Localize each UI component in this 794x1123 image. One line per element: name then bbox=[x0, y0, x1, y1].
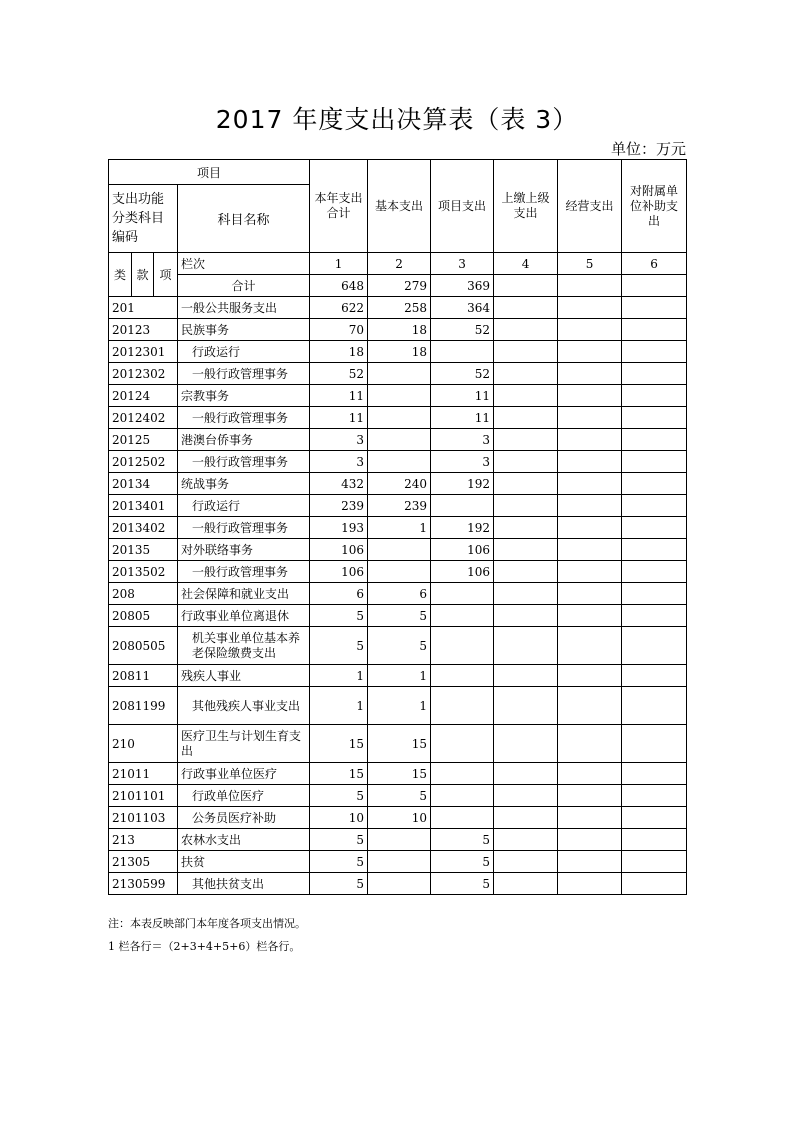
header-xiang: 项 bbox=[154, 253, 178, 297]
row-v5 bbox=[558, 429, 622, 451]
row-v3 bbox=[431, 495, 494, 517]
row-v3: 52 bbox=[431, 363, 494, 385]
row-v5 bbox=[558, 451, 622, 473]
header-lanci: 栏次 bbox=[178, 253, 310, 275]
row-v1: 5 bbox=[310, 873, 368, 895]
row-v3: 11 bbox=[431, 407, 494, 429]
table-row bbox=[109, 473, 687, 495]
row-v2: 258 bbox=[368, 297, 431, 319]
row-v4 bbox=[494, 605, 558, 627]
row-name: 统战事务 bbox=[178, 473, 310, 495]
row-v4 bbox=[494, 829, 558, 851]
table-row bbox=[109, 385, 687, 407]
row-name: 一般行政管理事务 bbox=[178, 517, 310, 539]
row-v2: 5 bbox=[368, 627, 431, 665]
header-col-5: 经营支出 bbox=[558, 160, 622, 253]
row-v5 bbox=[558, 665, 622, 687]
row-v4 bbox=[494, 725, 558, 763]
row-code: 210 bbox=[109, 725, 178, 763]
row-v5 bbox=[558, 539, 622, 561]
row-v4 bbox=[494, 341, 558, 363]
col-num-2: 2 bbox=[368, 253, 431, 275]
row-name: 民族事务 bbox=[178, 319, 310, 341]
row-v5 bbox=[558, 583, 622, 605]
row-name: 医疗卫生与计划生育支出 bbox=[178, 725, 310, 763]
row-v2 bbox=[368, 539, 431, 561]
row-v4 bbox=[494, 583, 558, 605]
row-v1: 239 bbox=[310, 495, 368, 517]
row-v3: 5 bbox=[431, 851, 494, 873]
row-code: 20811 bbox=[109, 665, 178, 687]
row-v5 bbox=[558, 627, 622, 665]
row-v1: 5 bbox=[310, 829, 368, 851]
row-name: 行政运行 bbox=[178, 341, 310, 363]
row-v2 bbox=[368, 451, 431, 473]
row-code: 213 bbox=[109, 829, 178, 851]
row-v3 bbox=[431, 687, 494, 725]
row-v6 bbox=[622, 605, 687, 627]
page-title: 2017 年度支出决算表（表 3） bbox=[215, 105, 579, 134]
row-v5 bbox=[558, 407, 622, 429]
row-v3: 106 bbox=[431, 539, 494, 561]
row-v1: 6 bbox=[310, 583, 368, 605]
header-col-6: 对附属单位补助支出 bbox=[622, 160, 687, 253]
row-v3 bbox=[431, 605, 494, 627]
row-v6 bbox=[622, 473, 687, 495]
row-v3: 5 bbox=[431, 829, 494, 851]
row-v3 bbox=[431, 665, 494, 687]
row-v4 bbox=[494, 473, 558, 495]
total-v1: 648 bbox=[310, 275, 368, 297]
row-v4 bbox=[494, 627, 558, 665]
row-code: 20805 bbox=[109, 605, 178, 627]
row-code: 20135 bbox=[109, 539, 178, 561]
table-row bbox=[109, 495, 687, 517]
row-name: 扶贫 bbox=[178, 851, 310, 873]
header-col-2: 基本支出 bbox=[368, 160, 431, 253]
row-name: 行政事业单位离退休 bbox=[178, 605, 310, 627]
row-v2: 18 bbox=[368, 319, 431, 341]
row-v6 bbox=[622, 829, 687, 851]
row-code: 20125 bbox=[109, 429, 178, 451]
table-row bbox=[109, 873, 687, 895]
row-v1: 3 bbox=[310, 429, 368, 451]
row-name: 行政单位医疗 bbox=[178, 785, 310, 807]
col-num-4: 4 bbox=[494, 253, 558, 275]
row-v5 bbox=[558, 851, 622, 873]
table-row bbox=[109, 605, 687, 627]
row-v1: 70 bbox=[310, 319, 368, 341]
row-code: 21011 bbox=[109, 763, 178, 785]
row-v3: 192 bbox=[431, 473, 494, 495]
unit-label: 单位：万元 bbox=[610, 140, 686, 158]
row-v4 bbox=[494, 385, 558, 407]
row-v6 bbox=[622, 873, 687, 895]
row-code: 2013502 bbox=[109, 561, 178, 583]
row-name: 社会保障和就业支出 bbox=[178, 583, 310, 605]
note-1: 注：本表反映部门本年度各项支出情况。 bbox=[108, 917, 306, 930]
row-name: 其他扶贫支出 bbox=[178, 873, 310, 895]
row-v3 bbox=[431, 763, 494, 785]
header-name: 科目名称 bbox=[178, 185, 310, 253]
row-v6 bbox=[622, 725, 687, 763]
row-v3 bbox=[431, 627, 494, 665]
row-name: 一般公共服务支出 bbox=[178, 297, 310, 319]
row-v4 bbox=[494, 297, 558, 319]
row-name: 宗教事务 bbox=[178, 385, 310, 407]
row-v3 bbox=[431, 807, 494, 829]
row-code: 2080505 bbox=[109, 627, 178, 665]
row-code: 20123 bbox=[109, 319, 178, 341]
table-row bbox=[109, 297, 687, 319]
row-v5 bbox=[558, 473, 622, 495]
row-v6 bbox=[622, 341, 687, 363]
table-row bbox=[109, 319, 687, 341]
row-v1: 52 bbox=[310, 363, 368, 385]
row-v4 bbox=[494, 319, 558, 341]
row-v2 bbox=[368, 429, 431, 451]
row-v2: 15 bbox=[368, 763, 431, 785]
row-name: 机关事业单位基本养老保险缴费支出 bbox=[178, 627, 310, 665]
row-v4 bbox=[494, 665, 558, 687]
row-v1: 5 bbox=[310, 785, 368, 807]
row-v5 bbox=[558, 297, 622, 319]
row-v6 bbox=[622, 517, 687, 539]
row-v3 bbox=[431, 785, 494, 807]
total-v6 bbox=[622, 275, 687, 297]
row-name: 一般行政管理事务 bbox=[178, 407, 310, 429]
col-num-6: 6 bbox=[622, 253, 687, 275]
row-v6 bbox=[622, 583, 687, 605]
row-v4 bbox=[494, 495, 558, 517]
total-v4 bbox=[494, 275, 558, 297]
row-v1: 622 bbox=[310, 297, 368, 319]
table-row bbox=[109, 363, 687, 385]
table-row bbox=[109, 851, 687, 873]
row-v6 bbox=[622, 385, 687, 407]
row-v2: 1 bbox=[368, 687, 431, 725]
row-v4 bbox=[494, 407, 558, 429]
row-v5 bbox=[558, 807, 622, 829]
row-v6 bbox=[622, 407, 687, 429]
row-v2: 239 bbox=[368, 495, 431, 517]
row-v4 bbox=[494, 517, 558, 539]
row-v4 bbox=[494, 429, 558, 451]
header-col-3: 项目支出 bbox=[431, 160, 494, 253]
total-label: 合计 bbox=[178, 275, 310, 297]
row-v1: 15 bbox=[310, 763, 368, 785]
row-v1: 11 bbox=[310, 385, 368, 407]
row-v6 bbox=[622, 785, 687, 807]
row-v5 bbox=[558, 605, 622, 627]
header-code: 支出功能分类科目编码 bbox=[109, 185, 178, 253]
row-v2 bbox=[368, 851, 431, 873]
row-code: 208 bbox=[109, 583, 178, 605]
row-v2: 5 bbox=[368, 605, 431, 627]
row-v5 bbox=[558, 495, 622, 517]
row-code: 20124 bbox=[109, 385, 178, 407]
row-v2: 5 bbox=[368, 785, 431, 807]
row-v6 bbox=[622, 297, 687, 319]
row-v3: 192 bbox=[431, 517, 494, 539]
row-v3: 3 bbox=[431, 451, 494, 473]
row-v5 bbox=[558, 385, 622, 407]
row-v1: 11 bbox=[310, 407, 368, 429]
row-v4 bbox=[494, 785, 558, 807]
row-v6 bbox=[622, 687, 687, 725]
col-num-5: 5 bbox=[558, 253, 622, 275]
row-v1: 15 bbox=[310, 725, 368, 763]
row-v5 bbox=[558, 517, 622, 539]
row-v1: 5 bbox=[310, 605, 368, 627]
row-code: 20134 bbox=[109, 473, 178, 495]
header-col-4: 上缴上级支出 bbox=[494, 160, 558, 253]
col-num-1: 1 bbox=[310, 253, 368, 275]
header-kuan: 款 bbox=[132, 253, 154, 297]
row-v4 bbox=[494, 851, 558, 873]
table-row bbox=[109, 429, 687, 451]
note-2: 1 栏各行＝（2+3+4+5+6）栏各行。 bbox=[108, 940, 301, 953]
row-v6 bbox=[622, 429, 687, 451]
table-row bbox=[109, 627, 687, 665]
table-row bbox=[109, 687, 687, 725]
row-v2 bbox=[368, 385, 431, 407]
row-v5 bbox=[558, 363, 622, 385]
row-v5 bbox=[558, 561, 622, 583]
row-v5 bbox=[558, 873, 622, 895]
row-v3 bbox=[431, 583, 494, 605]
row-code: 2013402 bbox=[109, 517, 178, 539]
table-row bbox=[109, 561, 687, 583]
row-v1: 1 bbox=[310, 665, 368, 687]
total-v5 bbox=[558, 275, 622, 297]
total-v3: 369 bbox=[431, 275, 494, 297]
row-v2 bbox=[368, 561, 431, 583]
row-v5 bbox=[558, 341, 622, 363]
table-row bbox=[109, 451, 687, 473]
row-v2: 6 bbox=[368, 583, 431, 605]
row-v6 bbox=[622, 363, 687, 385]
row-v3: 3 bbox=[431, 429, 494, 451]
expenditure-table bbox=[108, 159, 687, 895]
row-v5 bbox=[558, 785, 622, 807]
row-name: 残疾人事业 bbox=[178, 665, 310, 687]
row-v1: 3 bbox=[310, 451, 368, 473]
row-v3: 106 bbox=[431, 561, 494, 583]
row-v4 bbox=[494, 873, 558, 895]
row-v1: 5 bbox=[310, 627, 368, 665]
row-v4 bbox=[494, 807, 558, 829]
row-v2 bbox=[368, 363, 431, 385]
row-name: 行政事业单位医疗 bbox=[178, 763, 310, 785]
table-row bbox=[109, 583, 687, 605]
row-code: 201 bbox=[109, 297, 178, 319]
row-code: 2130599 bbox=[109, 873, 178, 895]
total-v2: 279 bbox=[368, 275, 431, 297]
row-v6 bbox=[622, 495, 687, 517]
row-v1: 18 bbox=[310, 341, 368, 363]
row-name: 农林水支出 bbox=[178, 829, 310, 851]
row-v5 bbox=[558, 319, 622, 341]
header-item: 项目 bbox=[109, 160, 310, 185]
row-v5 bbox=[558, 829, 622, 851]
row-v3: 11 bbox=[431, 385, 494, 407]
row-v3: 5 bbox=[431, 873, 494, 895]
row-v4 bbox=[494, 539, 558, 561]
row-name: 行政运行 bbox=[178, 495, 310, 517]
row-v4 bbox=[494, 451, 558, 473]
row-v2 bbox=[368, 873, 431, 895]
row-v2: 18 bbox=[368, 341, 431, 363]
header-col-1: 本年支出合计 bbox=[310, 160, 368, 253]
row-v4 bbox=[494, 763, 558, 785]
row-v1: 432 bbox=[310, 473, 368, 495]
row-v2: 15 bbox=[368, 725, 431, 763]
row-v4 bbox=[494, 363, 558, 385]
table-row bbox=[109, 785, 687, 807]
row-v2: 10 bbox=[368, 807, 431, 829]
row-code: 2012302 bbox=[109, 363, 178, 385]
row-name: 港澳台侨事务 bbox=[178, 429, 310, 451]
row-v3: 52 bbox=[431, 319, 494, 341]
row-code: 2081199 bbox=[109, 687, 178, 725]
row-code: 2012502 bbox=[109, 451, 178, 473]
row-v6 bbox=[622, 763, 687, 785]
row-name: 其他残疾人事业支出 bbox=[178, 687, 310, 725]
row-v3 bbox=[431, 725, 494, 763]
table-row bbox=[109, 829, 687, 851]
row-v1: 106 bbox=[310, 539, 368, 561]
row-name: 一般行政管理事务 bbox=[178, 363, 310, 385]
row-v6 bbox=[622, 851, 687, 873]
table-row bbox=[109, 807, 687, 829]
row-v6 bbox=[622, 627, 687, 665]
row-v1: 1 bbox=[310, 687, 368, 725]
table-row bbox=[109, 407, 687, 429]
row-v6 bbox=[622, 319, 687, 341]
row-v5 bbox=[558, 763, 622, 785]
row-v4 bbox=[494, 561, 558, 583]
row-v2: 1 bbox=[368, 517, 431, 539]
row-name: 一般行政管理事务 bbox=[178, 451, 310, 473]
row-code: 2101101 bbox=[109, 785, 178, 807]
row-v1: 106 bbox=[310, 561, 368, 583]
row-name: 一般行政管理事务 bbox=[178, 561, 310, 583]
row-v2 bbox=[368, 407, 431, 429]
row-v1: 5 bbox=[310, 851, 368, 873]
row-v3: 364 bbox=[431, 297, 494, 319]
row-v6 bbox=[622, 807, 687, 829]
row-v2 bbox=[368, 829, 431, 851]
row-v1: 193 bbox=[310, 517, 368, 539]
table-row bbox=[109, 763, 687, 785]
row-name: 公务员医疗补助 bbox=[178, 807, 310, 829]
row-code: 2101103 bbox=[109, 807, 178, 829]
total-row bbox=[109, 275, 687, 297]
row-code: 21305 bbox=[109, 851, 178, 873]
row-v1: 10 bbox=[310, 807, 368, 829]
row-v6 bbox=[622, 451, 687, 473]
row-name: 对外联络事务 bbox=[178, 539, 310, 561]
row-code: 2013401 bbox=[109, 495, 178, 517]
row-v2: 240 bbox=[368, 473, 431, 495]
row-code: 2012402 bbox=[109, 407, 178, 429]
row-v6 bbox=[622, 539, 687, 561]
row-v5 bbox=[558, 725, 622, 763]
header-lei: 类 bbox=[109, 253, 132, 297]
table-row bbox=[109, 539, 687, 561]
table-row bbox=[109, 517, 687, 539]
row-code: 2012301 bbox=[109, 341, 178, 363]
col-num-3: 3 bbox=[431, 253, 494, 275]
row-v6 bbox=[622, 665, 687, 687]
row-v4 bbox=[494, 687, 558, 725]
table-row bbox=[109, 341, 687, 363]
row-v3 bbox=[431, 341, 494, 363]
table-row bbox=[109, 665, 687, 687]
row-v2: 1 bbox=[368, 665, 431, 687]
row-v5 bbox=[558, 687, 622, 725]
row-v6 bbox=[622, 561, 687, 583]
table-row bbox=[109, 725, 687, 763]
